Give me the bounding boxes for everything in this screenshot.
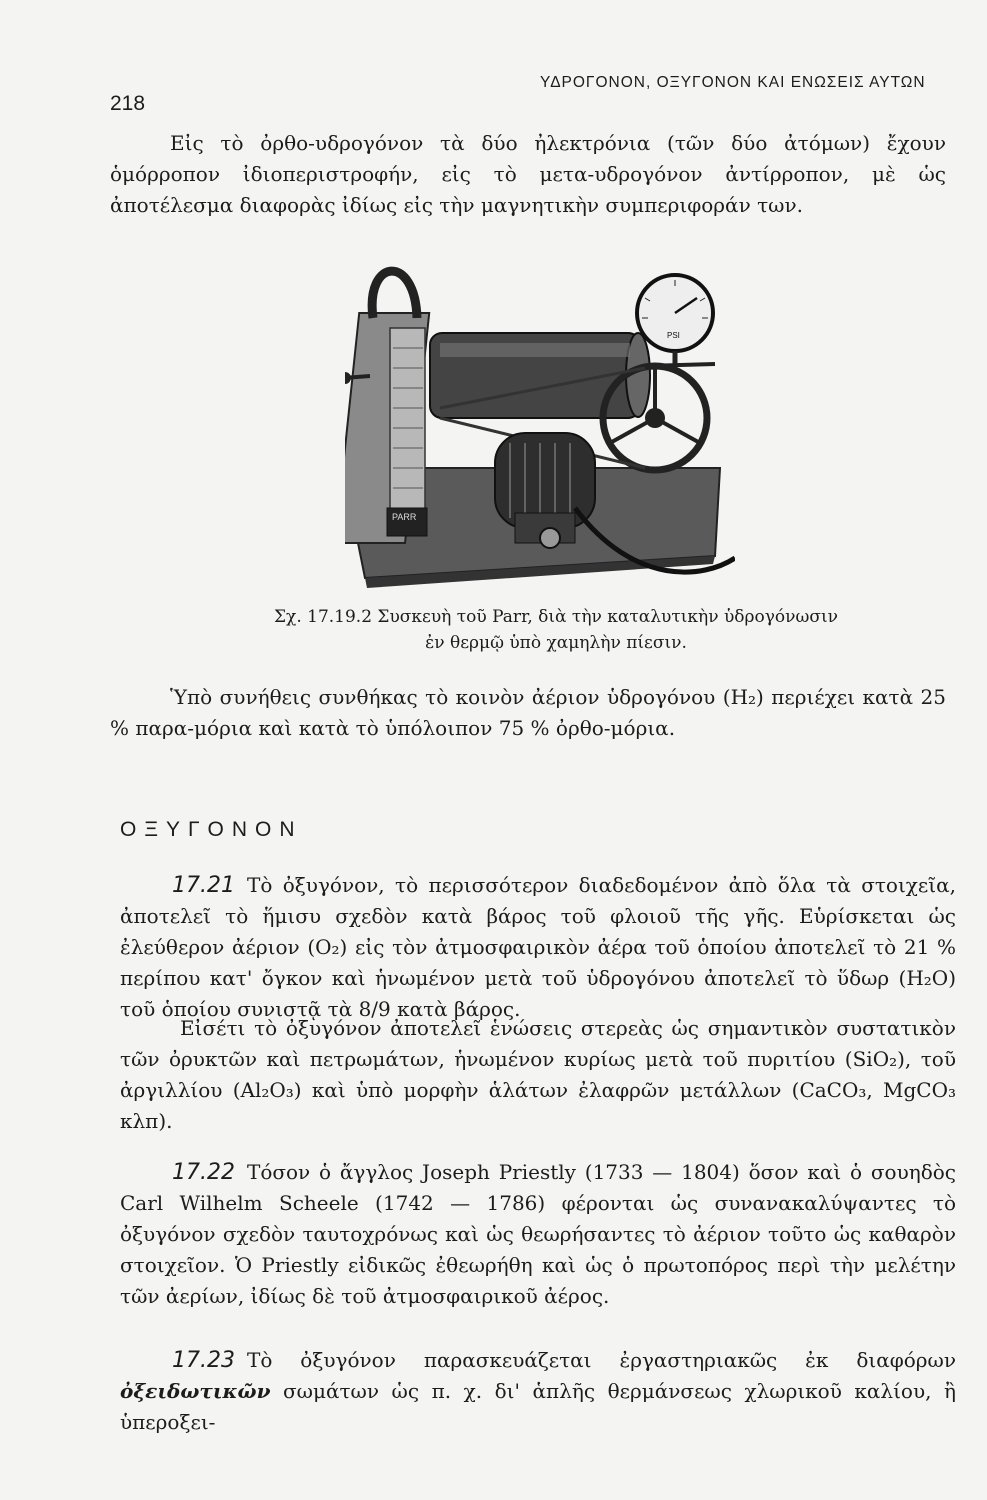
section-number: 17.22 bbox=[172, 1160, 235, 1185]
paragraph-intro bbox=[110, 128, 946, 221]
figure-caption bbox=[226, 604, 886, 656]
gauge-label: PSI bbox=[667, 331, 680, 340]
parr-label-plate: PARR bbox=[392, 512, 417, 522]
section-17-21-continued bbox=[120, 1013, 956, 1137]
section-text: Τόσον ὁ ἄγγλος Joseph Priestly (1733 — 1804) ὅσον καὶ ὁ σουηδὸς Carl Wilhelm Scheele (1742 — 1786) φέρονται ὡς συνανακαλύψαντες τὸ ὀξυγόνον σχεδὸν ταυτοχρόνως καὶ ὡς θεωρήσαντες τὸ ἀέριον τοῦτο ὡς καθαρὸν στοιχεῖον. Ὁ Priestly εἰδικῶς ἐθεωρήθη καὶ ὡς ὁ πρωτοπόρος περὶ τὴν μελέτην τῶν ἀερίων, ἰδίως δὲ τοῦ ἀτμοσφαιρικοῦ ἀέρος. bbox=[120, 1160, 956, 1308]
caption-line-1: Σχ. 17.19.2 Συσκευὴ τοῦ Parr, διὰ τὴν καταλυτικὴν ὑδρογόνωσιν bbox=[274, 607, 838, 627]
paragraph-intro-text: Εἰς τὸ ὀρθο-υδρογόνον τὰ δύο ἠλεκτρόνια (τῶν δύο ἀτόμων) ἔχουν ὁμόρροπον ἰδιοπεριστροφήν, εἰς τὸ μετα-υδρογόνον ἀντίρροπον, μὲ ὡς ἀποτέλεσμα διαφορὰς ἰδίως εἰς τὴν μαγνητικὴν συμπεριφοράν των. bbox=[110, 131, 946, 217]
paragraph-hydrogen bbox=[110, 682, 946, 744]
running-head: ΥΔΡΟΓΟΝΟΝ, ΟΞΥΓΟΝΟΝ ΚΑΙ ΕΝΩΣΕΙΣ ΑΥΤΩΝ bbox=[540, 74, 926, 91]
section-number: 17.23 bbox=[172, 1348, 235, 1373]
bold-term: ὀξειδωτικῶν bbox=[120, 1379, 271, 1403]
paragraph-hydrogen-text: Ὑπὸ συνήθεις συνθήκας τὸ κοινὸν ἀέριον ὑδρογόνου (H₂) περιέχει κατὰ 25 % παρα-μόρια καὶ κατὰ τὸ ὑπόλοιπον 75 % ὀρθο-μόρια. bbox=[110, 685, 946, 740]
parr-apparatus-illustration bbox=[345, 258, 735, 598]
section-heading-oxygen: ΟΞΥΓΟΝΟΝ bbox=[120, 818, 303, 841]
section-text-after: σωμάτων ὡς π. χ. δι' ἁπλῆς θερμάνσεως χλωρικοῦ καλίου, ἢ ὑπεροξει- bbox=[120, 1379, 957, 1434]
parr-apparatus-figure bbox=[345, 258, 735, 598]
section-number: 17.21 bbox=[172, 873, 235, 898]
section-17-22 bbox=[120, 1157, 956, 1312]
section-text: Εἰσέτι τὸ ὀξυγόνον ἀποτελεῖ ἑνώσεις στερεὰς ὡς σημαντικὸν συστατικὸν τῶν ὀρυκτῶν καὶ πετρωμάτων, ἡνωμένον κυρίως μετὰ τοῦ πυριτίου (SiO₂), τοῦ ἀργιλλίου (Al₂O₃) καὶ ὑπὸ μορφὴν ἁλάτων ἐλαφρῶν μετάλλων (CaCO₃, MgCO₃ κλπ). bbox=[120, 1016, 956, 1133]
section-text: Τὸ ὀξυγόνον, τὸ περισσότερον διαδεδομένον ἀπὸ ὅλα τὰ στοιχεῖα, ἀποτελεῖ τὸ ἥμισυ σχεδὸν κατὰ βάρος τοῦ φλοιοῦ τῆς γῆς. Εὑρίσκεται ὡς ἐλεύθερον ἀέριον (O₂) εἰς τὸν ἀτμοσφαιρικὸν ἀέρα τοῦ ὁποίου ἀποτελεῖ τὸ 21 % περίπου κατ' ὄγκον καὶ ἡνωμένον μετὰ τοῦ ὑδρογόνου ἀποτελεῖ τὸ ὕδωρ (H₂O) τοῦ ὁποίου συνιστᾷ τὰ 8/9 κατὰ βάρος. bbox=[120, 873, 956, 1021]
page-number: 218 bbox=[110, 92, 146, 115]
section-text-before: Τὸ ὀξυγόνον παρασκευάζεται ἐργαστηριακῶς ἐκ διαφόρων bbox=[246, 1348, 956, 1372]
section-17-21 bbox=[120, 870, 956, 1025]
caption-line-2: ἐν θερμῷ ὑπὸ χαμηλὴν πίεσιν. bbox=[425, 633, 687, 653]
section-17-23 bbox=[120, 1345, 956, 1438]
